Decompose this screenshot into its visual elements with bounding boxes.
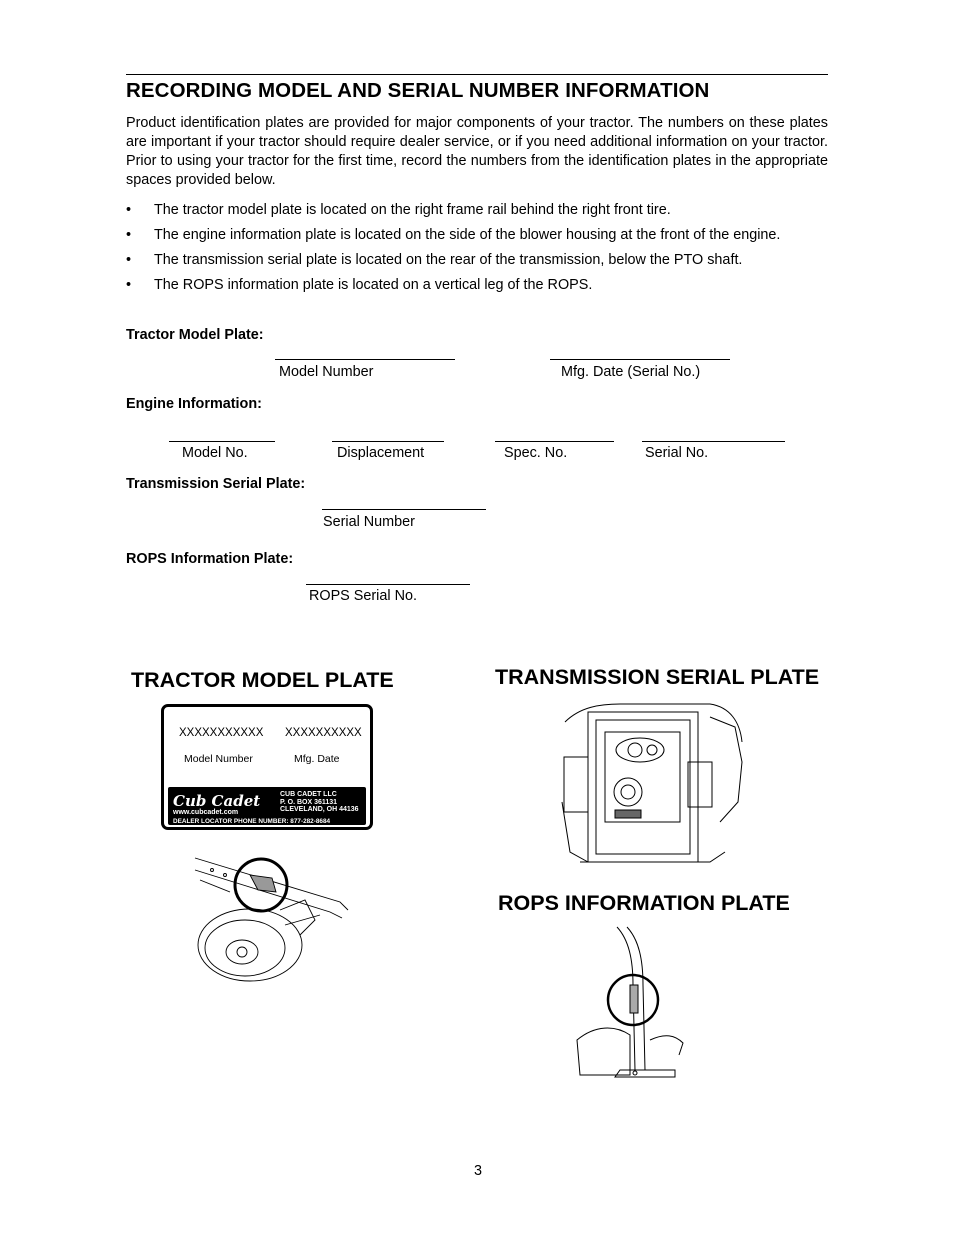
plate-dealer-phone: DEALER LOCATOR PHONE NUMBER: 877-282-8684	[173, 818, 331, 825]
list-item: • The tractor model plate is located on the right frame rail behind the right front tire.	[126, 202, 671, 218]
engine-serial-field[interactable]	[642, 441, 785, 442]
bullet: •	[126, 277, 132, 293]
list-item: • The engine information plate is located on the side of the blower housing at the front of the engine.	[126, 227, 781, 243]
rops-serial-field[interactable]	[306, 584, 470, 585]
mfg-date-caption: Mfg. Date (Serial No.)	[561, 364, 701, 380]
spec-no-caption: Spec. No.	[504, 445, 568, 461]
rops-information-plate-heading: ROPS INFORMATION PLATE	[498, 891, 790, 915]
plate-model-label: Model Number	[184, 753, 253, 765]
transmission-serial-caption: Serial Number	[323, 514, 415, 530]
displacement-caption: Displacement	[337, 445, 425, 461]
plate-website: www.cubcadet.com	[173, 809, 239, 816]
transmission-serial-field[interactable]	[322, 509, 486, 510]
transmission-illustration	[560, 702, 745, 872]
engine-model-field[interactable]	[169, 441, 275, 442]
page-number: 3	[474, 1163, 483, 1179]
displacement-field[interactable]	[332, 441, 444, 442]
plate-date-label: Mfg. Date	[294, 753, 340, 765]
transmission-serial-plate-heading: TRANSMISSION SERIAL PLATE	[495, 665, 820, 689]
list-item: • The transmission serial plate is located on the rear of the transmission, below the PTO shaft.	[126, 252, 743, 268]
engine-serial-caption: Serial No.	[645, 445, 709, 461]
bullet: •	[126, 202, 132, 218]
rops-information-plate-label: ROPS Information Plate:	[126, 551, 294, 567]
rops-illustration	[575, 925, 690, 1085]
plate-model-value: XXXXXXXXXXX	[179, 727, 264, 739]
intro-paragraph: Product identification plates are provided for major components of your tractor. The numbers on these plates are important if your tractor should require dealer service, or if you need additional information on your tractor. Prior to using your tractor for the first time, record the numbers from the identification plates in the appropriate spaces provided below.	[126, 115, 828, 188]
cub-cadet-logo: Cub Cadet	[173, 792, 261, 810]
page-title: RECORDING MODEL AND SERIAL NUMBER INFORMATION	[126, 79, 710, 102]
transmission-serial-plate-label: Transmission Serial Plate:	[126, 476, 306, 492]
plate-footer-bar	[168, 787, 366, 825]
mfg-date-field[interactable]	[550, 359, 730, 360]
model-number-field[interactable]	[275, 359, 455, 360]
model-plate-illustration	[161, 704, 373, 830]
frame-rail-tire-illustration	[190, 840, 360, 980]
top-rule	[126, 74, 828, 75]
model-number-caption: Model Number	[279, 364, 374, 380]
plate-address: CUB CADET LLC P. O. BOX 361131 CLEVELAND, OH 44136	[280, 791, 359, 813]
rops-serial-caption: ROPS Serial No.	[309, 588, 417, 604]
bullet: •	[126, 252, 132, 268]
tractor-model-plate-label: Tractor Model Plate:	[126, 327, 264, 343]
tractor-model-plate-heading: TRACTOR MODEL PLATE	[131, 668, 394, 692]
list-item: • The ROPS information plate is located on a vertical leg of the ROPS.	[126, 277, 593, 293]
engine-information-label: Engine Information:	[126, 396, 262, 412]
plate-date-value: XXXXXXXXXX	[285, 727, 362, 739]
bullet: •	[126, 227, 132, 243]
location-list	[126, 201, 828, 301]
spec-no-field[interactable]	[495, 441, 614, 442]
engine-model-caption: Model No.	[182, 445, 248, 461]
